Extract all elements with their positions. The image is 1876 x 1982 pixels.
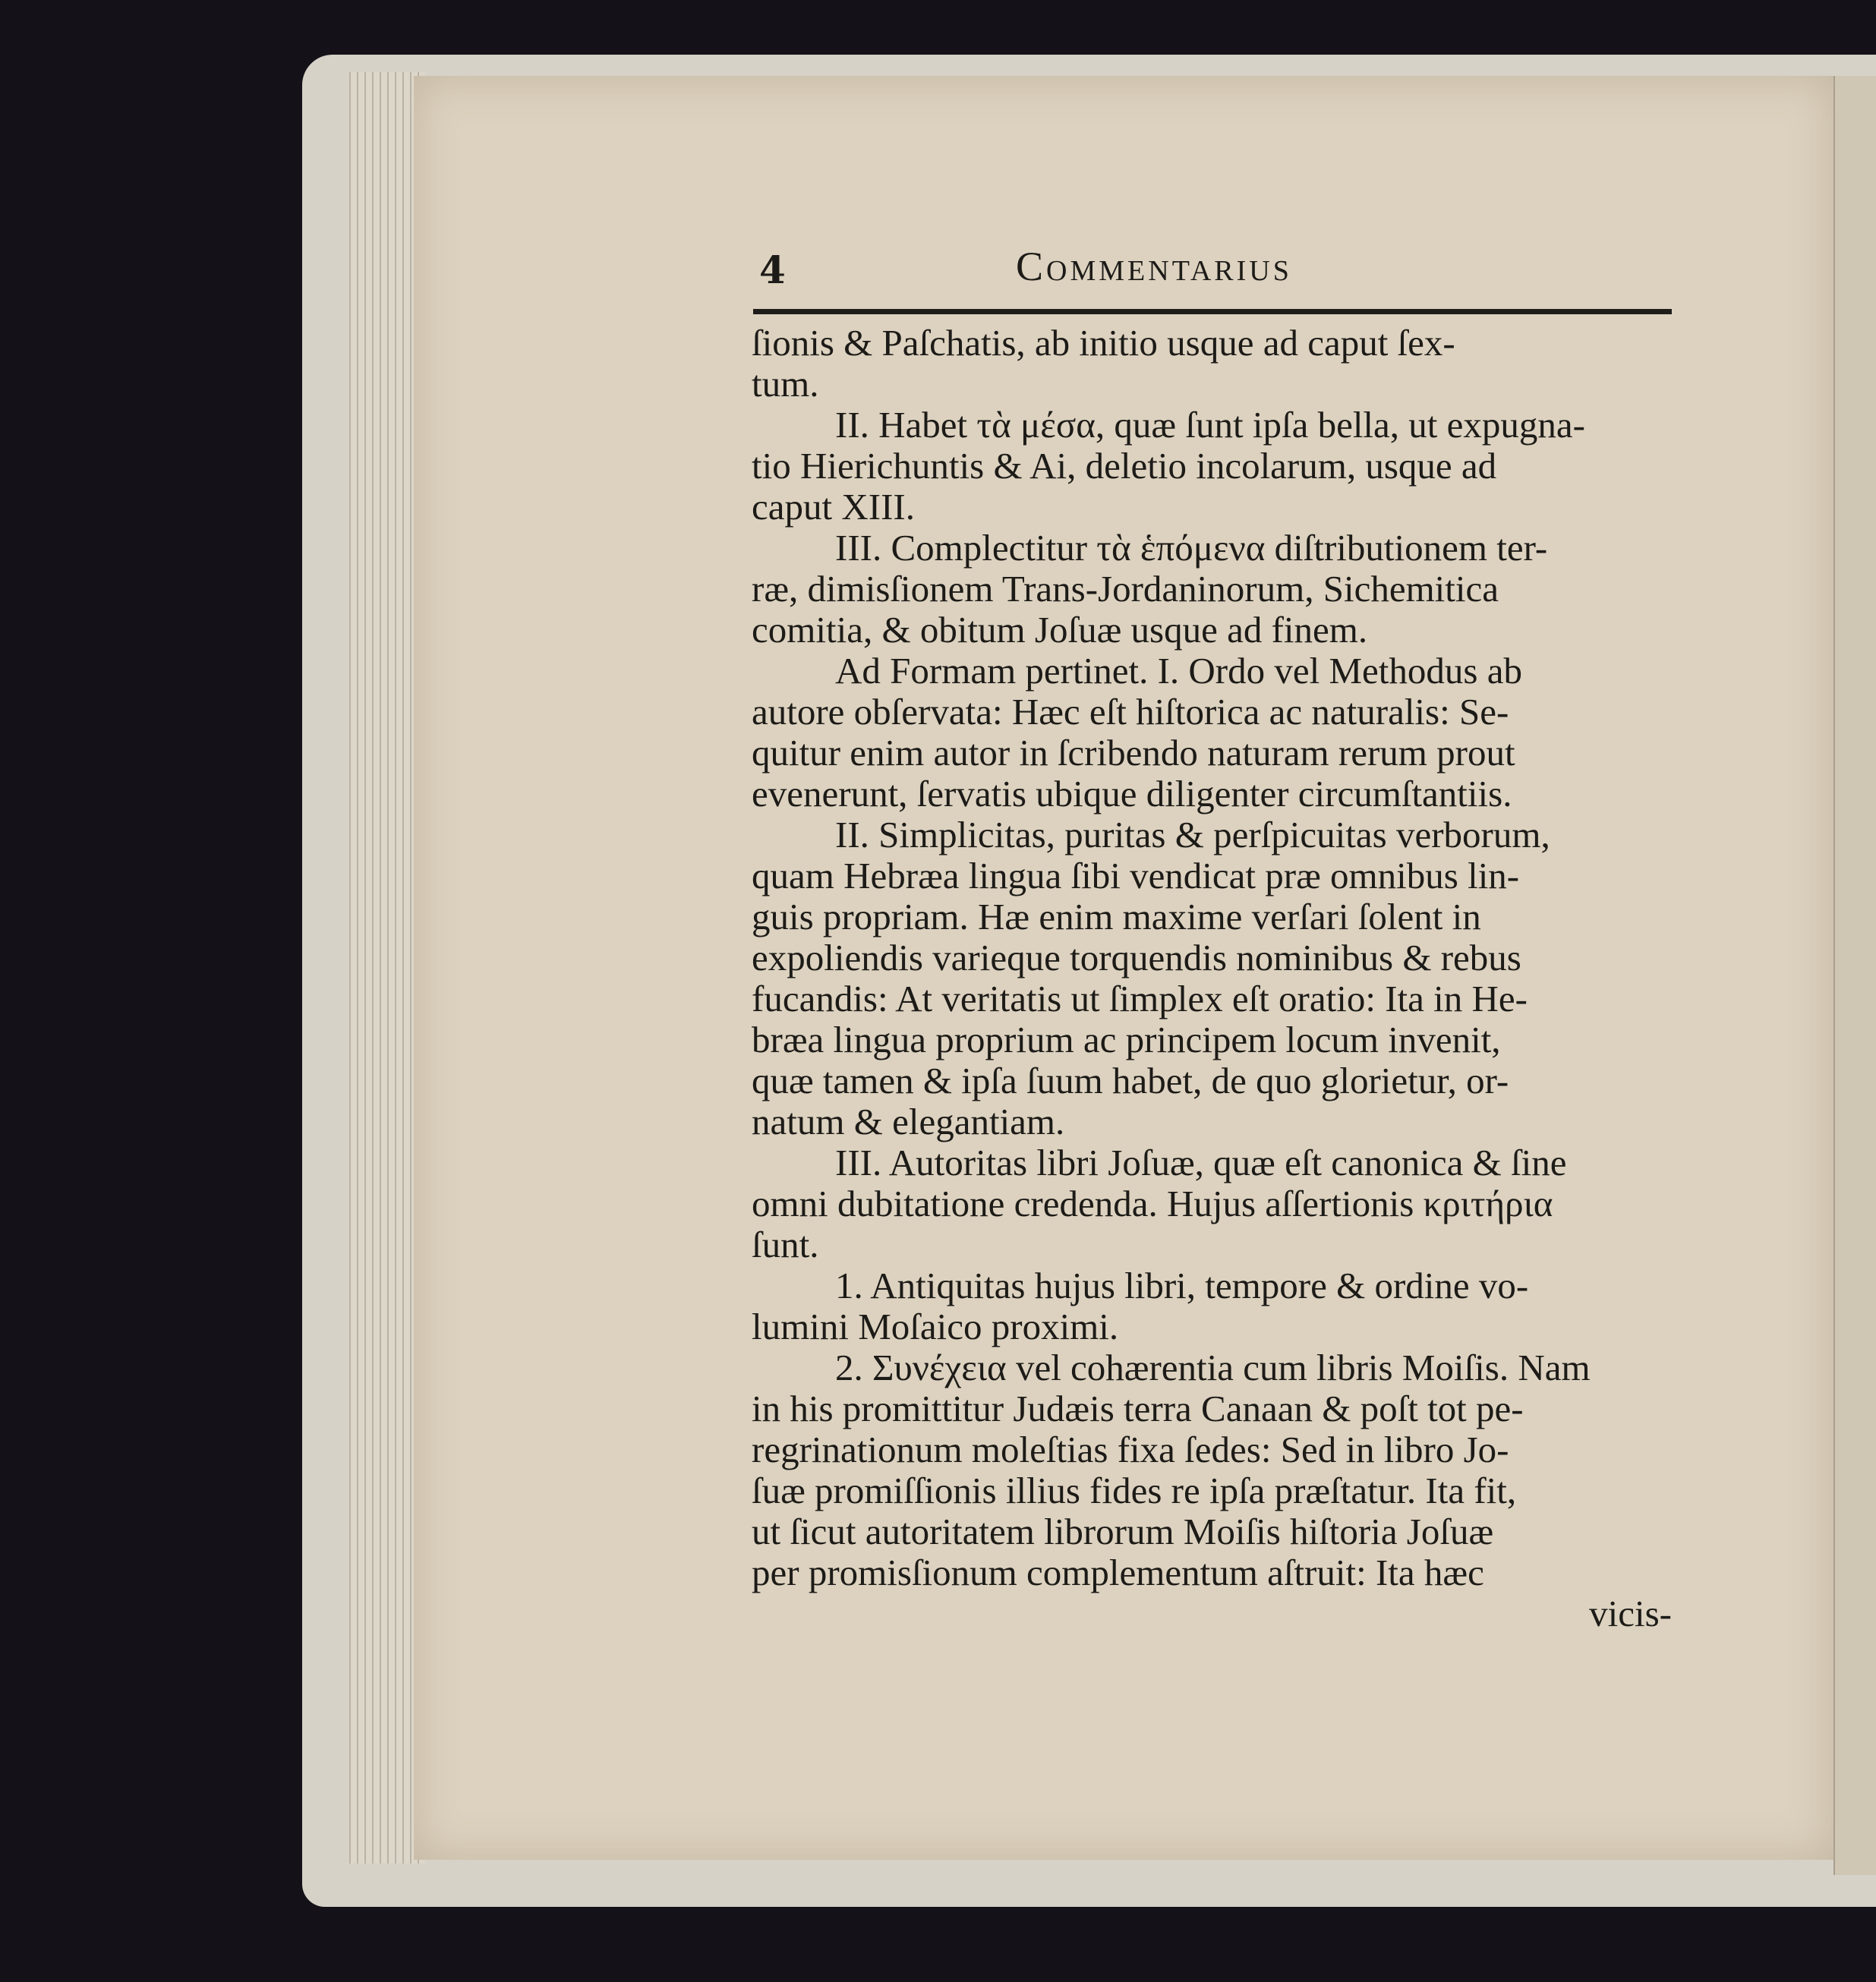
text-line: ſuæ promiſſionis illius fides re ipſa præſtatur. Ita fit, (752, 1470, 1517, 1511)
text-line: bræa lingua proprium ac principem locum invenit, (752, 1019, 1501, 1060)
text-line: autore obſervata: Hæc eſt hiſtorica ac naturalis: Se- (752, 691, 1509, 733)
text-line: expoliendis varieque torquendis nominibus & rebus (752, 937, 1521, 978)
text-line: ſionis & Paſchatis, ab initio usque ad caput ſex- (752, 322, 1455, 364)
text-line: natum & elegantiam. (752, 1101, 1065, 1142)
text-line: quitur enim autor in ſcribendo naturam rerum prout (752, 732, 1515, 774)
text-line: III. Complectitur τὰ ἑπόμενα diſtributionem ter- (835, 527, 1548, 569)
text-line: evenerunt, ſervatis ubique diligenter circumſtantiis. (752, 773, 1512, 815)
page-number: 4 (759, 247, 786, 292)
page-header (759, 243, 1678, 304)
text-line: II. Habet τὰ μέσα, quæ ſunt ipſa bella, ut expugna- (835, 404, 1585, 446)
text-line: caput XIII. (752, 486, 915, 528)
text-line: guis propriam. Hæ enim maxime verſari ſolent in (752, 896, 1481, 937)
text-line: omni dubitatione credenda. Hujus aſſertionis κριτήρια (752, 1183, 1553, 1224)
text-line: fucandis: At veritatis ut ſimplex eſt oratio: Ita in He- (752, 978, 1528, 1019)
text-line: tio Hierichuntis & Ai, deletio incolarum, usque ad (752, 445, 1497, 487)
catchword: vicis- (1589, 1593, 1672, 1634)
text-line: ſunt. (752, 1224, 819, 1265)
body-text (752, 323, 1672, 1634)
text-line: II. Simplicitas, puritas & perſpicuitas verborum, (835, 814, 1550, 856)
text-line: in his promittitur Judæis terra Canaan & poſt tot pe- (752, 1388, 1524, 1429)
facing-page-edge (1833, 76, 1876, 1875)
text-line: 1. Antiquitas hujus libri, tempore & ordine vo- (835, 1265, 1529, 1306)
text-line: quam Hebræa lingua ſibi vendicat præ omnibus lin- (752, 855, 1520, 896)
text-line: 2. Συνέχεια vel cohærentia cum libris Moiſis. Nam (835, 1347, 1591, 1388)
text-line: III. Autoritas libri Joſuæ, quæ eſt canonica & ſine (835, 1142, 1567, 1183)
running-head: Commentarius (1016, 244, 1292, 289)
text-line: per promisſionum complementum aſtruit: Ita hæc (752, 1552, 1484, 1593)
text-line: lumini Moſaico proximi. (752, 1306, 1119, 1347)
text-line: regrinationum moleſtias fixa ſedes: Sed in libro Jo- (752, 1429, 1509, 1470)
text-line: tum. (752, 363, 819, 405)
header-rule (753, 309, 1672, 314)
text-line: Ad Formam pertinet. I. Ordo vel Methodus ab (835, 650, 1522, 692)
text-line: ræ, dimisſionem Trans-Jordaninorum, Sichemitica (752, 568, 1499, 610)
text-line: quæ tamen & ipſa ſuum habet, de quo glorietur, or- (752, 1060, 1509, 1101)
text-line: ut ſicut autoritatem librorum Moiſis hiſtoria Joſuæ (752, 1511, 1494, 1552)
text-line: comitia, & obitum Joſuæ usque ad finem. (752, 609, 1368, 651)
